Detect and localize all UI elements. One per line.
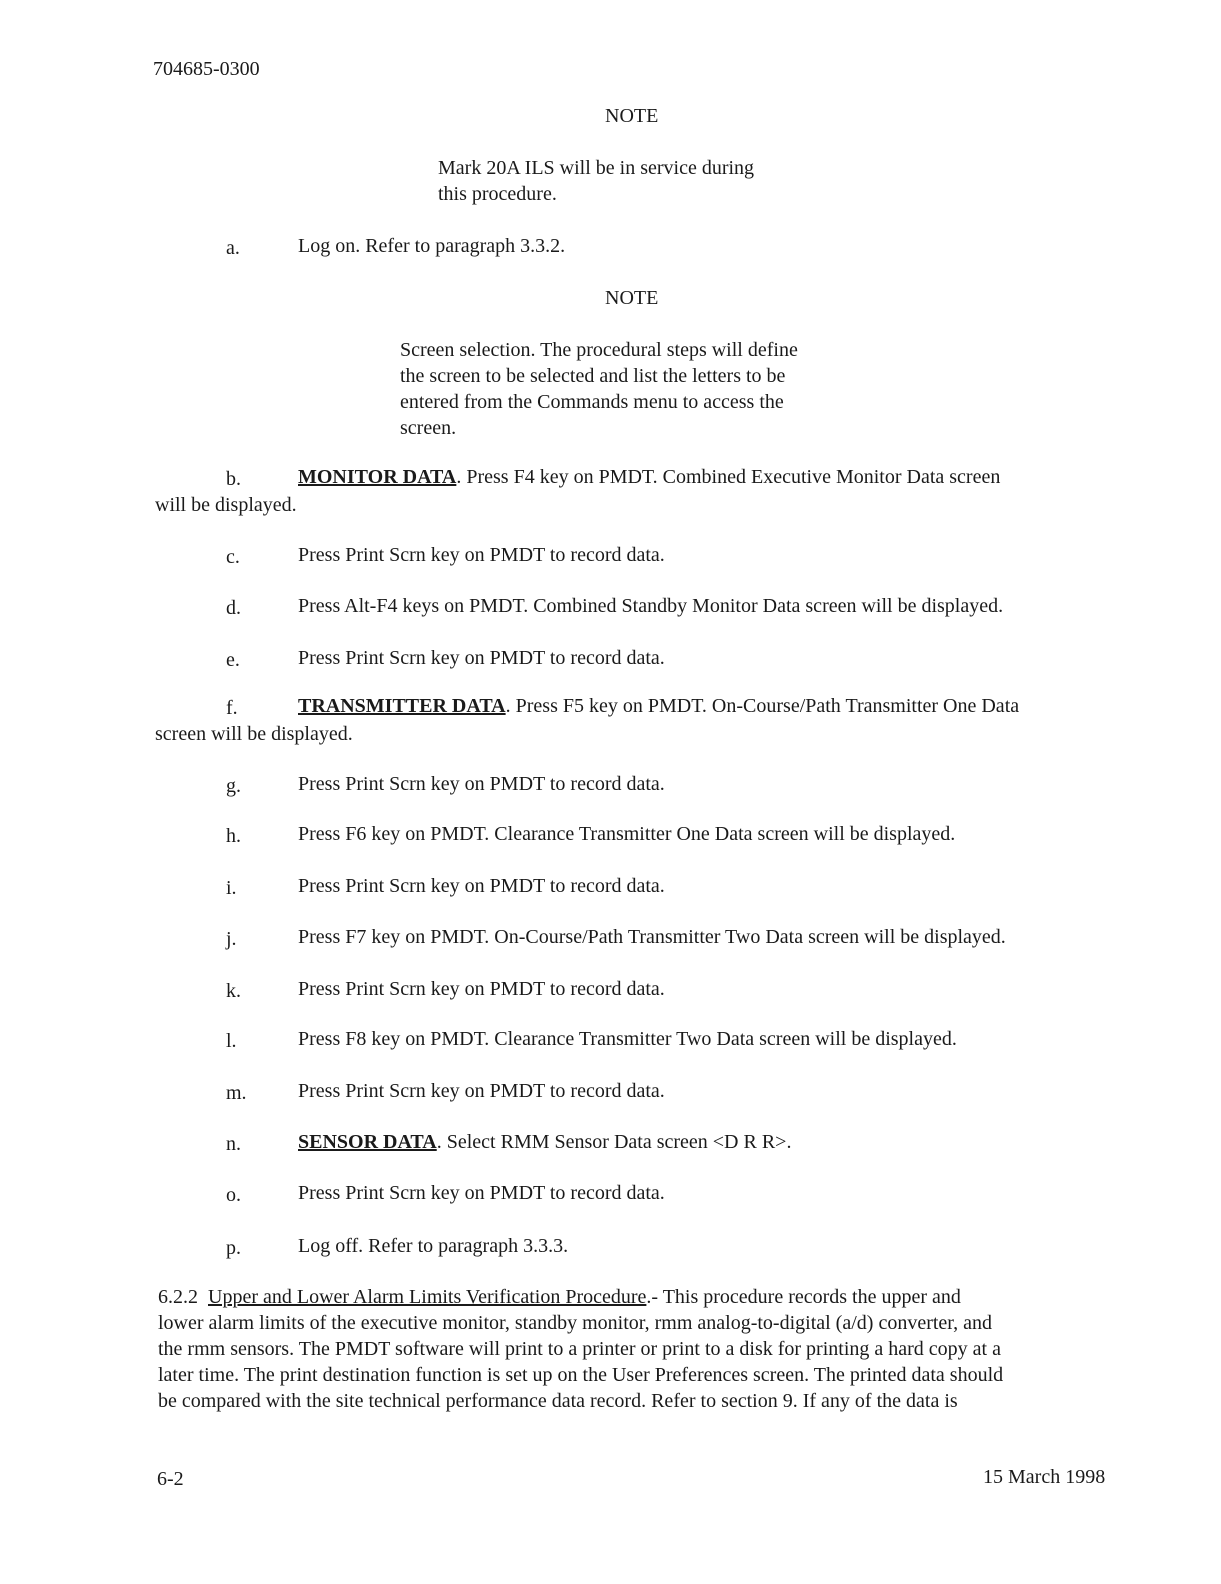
note-line: screen. (400, 417, 457, 439)
document-number: 704685-0300 (153, 58, 260, 80)
note-line: entered from the Commands menu to access the (400, 391, 784, 413)
footer-date: 15 March 1998 (983, 1466, 1106, 1488)
step-text: Press Print Scrn key on PMDT to record data. (298, 544, 665, 566)
step-letter: i. (226, 877, 237, 899)
step-letter: f. (226, 697, 238, 719)
step-letter: a. (226, 237, 240, 259)
section-number: 6.2.2 (158, 1286, 198, 1308)
step-text: Press Print Scrn key on PMDT to record data. (298, 647, 665, 669)
note-line: this procedure. (438, 183, 557, 205)
section-text-line: lower alarm limits of the executive monitor, standby monitor, rmm analog-to-digital (a/d) converter, and (158, 1312, 993, 1334)
step-text (298, 1129, 791, 1155)
page-number: 6-2 (157, 1468, 184, 1490)
section-text-line: later time. The print destination function is set up on the User Preferences screen. The printed data should (158, 1364, 1004, 1386)
step-text: Log off. Refer to paragraph 3.3.3. (298, 1235, 569, 1257)
step-text (298, 693, 1019, 719)
step-letter: k. (226, 980, 241, 1002)
step-letter: b. (226, 468, 241, 490)
note-line: Screen selection. The procedural steps will define (400, 339, 798, 361)
step-letter: h. (226, 825, 241, 847)
step-heading: TRANSMITTER DATA (298, 695, 506, 717)
step-text: Press F6 key on PMDT. Clearance Transmitter One Data screen will be displayed. (298, 823, 956, 845)
section-title: Upper and Lower Alarm Limits Verification Procedure (208, 1286, 647, 1308)
step-text: Press Print Scrn key on PMDT to record data. (298, 875, 665, 897)
step-letter: n. (226, 1133, 241, 1155)
step-text-continuation: screen will be displayed. (155, 723, 353, 745)
step-letter: l. (226, 1030, 237, 1052)
step-heading: MONITOR DATA (298, 466, 457, 488)
step-text: Press F8 key on PMDT. Clearance Transmitter Two Data screen will be displayed. (298, 1028, 957, 1050)
note-line: the screen to be selected and list the letters to be (400, 365, 786, 387)
note-title: NOTE (605, 287, 659, 309)
step-text: Press Print Scrn key on PMDT to record data. (298, 1080, 665, 1102)
step-letter: e. (226, 649, 240, 671)
step-letter: o. (226, 1184, 241, 1206)
step-text: Press Print Scrn key on PMDT to record data. (298, 1182, 665, 1204)
step-text (298, 464, 1000, 490)
step-text: Log on. Refer to paragraph 3.3.2. (298, 235, 566, 257)
section-text-line: the rmm sensors. The PMDT software will print to a printer or print to a disk for printing a hard copy at a (158, 1338, 1001, 1360)
note-line: Mark 20A ILS will be in service during (438, 157, 755, 179)
step-letter: g. (226, 775, 241, 797)
section-heading-line (158, 1284, 961, 1310)
step-text-line: . Press F4 key on PMDT. Combined Executive Monitor Data screen (456, 466, 1001, 488)
step-text: Press F7 key on PMDT. On-Course/Path Transmitter Two Data screen will be displayed. (298, 926, 1006, 948)
step-letter: d. (226, 597, 241, 619)
step-letter: p. (226, 1237, 241, 1259)
step-text-continuation: will be displayed. (155, 494, 297, 516)
note-title: NOTE (605, 105, 659, 127)
section-text-line: be compared with the site technical performance data record. Refer to section 9. If any of the data is (158, 1390, 958, 1412)
step-heading: SENSOR DATA (298, 1131, 437, 1153)
step-text: Press Print Scrn key on PMDT to record data. (298, 978, 665, 1000)
step-letter: c. (226, 546, 240, 568)
step-letter: m. (226, 1082, 247, 1104)
step-letter: j. (226, 928, 237, 950)
step-text: Press Alt-F4 keys on PMDT. Combined Standby Monitor Data screen will be displayed. (298, 595, 1004, 617)
step-text: Press Print Scrn key on PMDT to record data. (298, 773, 665, 795)
section-text-line: .- This procedure records the upper and (646, 1286, 961, 1308)
step-text-line: . Select RMM Sensor Data screen <D R R>. (436, 1131, 792, 1153)
step-text-line: . Press F5 key on PMDT. On-Course/Path Transmitter One Data (505, 695, 1020, 717)
